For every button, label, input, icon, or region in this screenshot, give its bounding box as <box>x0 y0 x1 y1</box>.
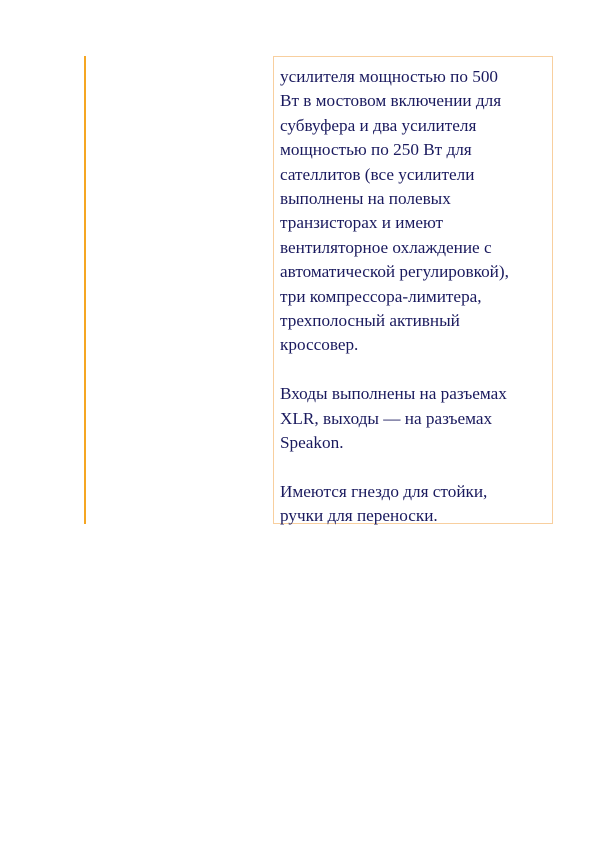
text-line: XLR, выходы — на разъемах <box>280 408 493 428</box>
paragraph-accessories <box>280 480 552 529</box>
text-line: транзисторах и имеют <box>280 213 444 233</box>
text-line: три компрессора-лимитера, <box>280 286 482 306</box>
text-line: субвуфера и два усилителя <box>280 115 477 135</box>
paragraph-amplifiers <box>280 65 552 358</box>
text-line: выполнены на полевых <box>280 189 451 209</box>
text-line: сателлитов (все усилители <box>280 164 475 184</box>
text-line: Входы выполнены на разъемах <box>280 384 507 404</box>
paragraph-connectors <box>280 382 552 455</box>
text-line: автоматической регулировкой), <box>280 262 509 282</box>
text-line: мощностью по 250 Вт для <box>280 140 472 160</box>
text-line: трехполосный активный <box>280 311 460 331</box>
text-line: кроссовер. <box>280 335 359 355</box>
left-margin-rule <box>84 56 86 524</box>
text-line: ручки для переноски. <box>280 506 438 526</box>
text-line: Вт в мостовом включении для <box>280 91 502 111</box>
text-line: Имеются гнездо для стойки, <box>280 481 488 501</box>
text-column <box>273 56 553 524</box>
text-line: усилителя мощностью по 500 <box>280 67 499 86</box>
text-line: вентиляторное охлаждение с <box>280 237 492 257</box>
text-line: Speakon. <box>280 433 344 453</box>
